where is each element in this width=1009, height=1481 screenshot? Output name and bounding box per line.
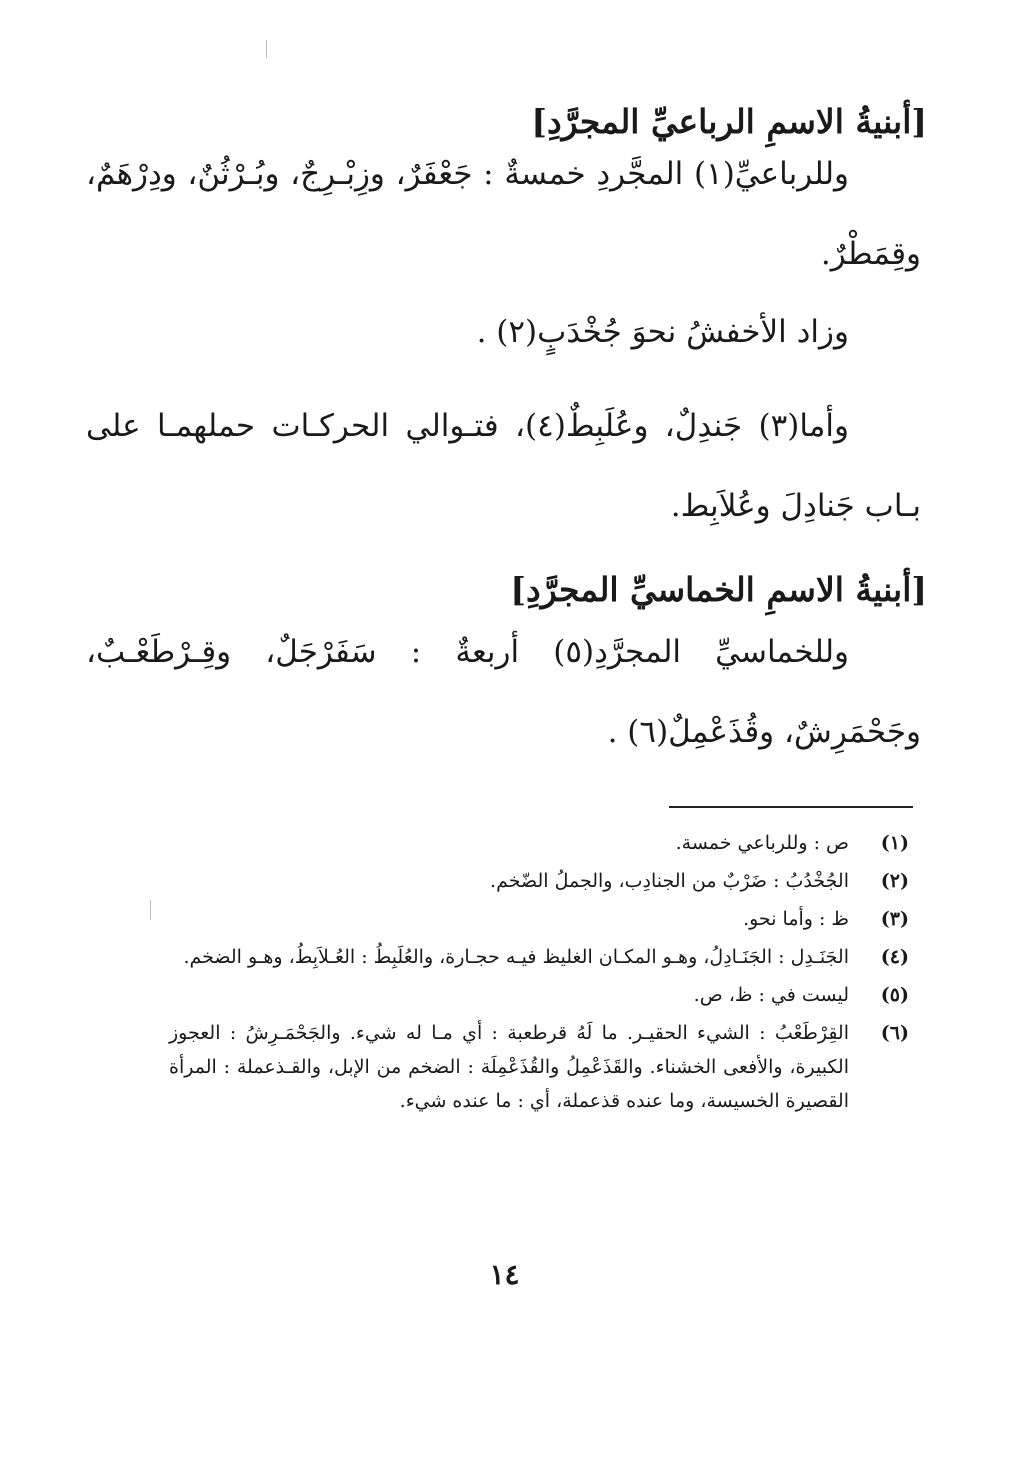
- footnote-text: ليست في : ظ، ص.: [693, 984, 849, 1006]
- footnote-1: [169, 826, 909, 860]
- section-heading-quadrilateral: [أبنيةُ الاسمِ الرباعيِّ المجرَّدِ]: [531, 102, 927, 141]
- footnote-2: [169, 864, 909, 898]
- footnote-number: (٦): [880, 1022, 909, 1044]
- section-heading-quinquiliteral: [أبنيةُ الاسمِ الخماسيِّ المجرَّدِ]: [510, 570, 927, 609]
- footnote-number: (٤): [880, 946, 909, 968]
- footnote-number: (٣): [880, 908, 909, 930]
- footnote-6: [169, 1016, 909, 1118]
- footnote-number: (٥): [880, 984, 909, 1006]
- paragraph-quinquiliteral-forms: وللخماسيِّ المجرَّدِ(٥) أربعةٌ : سَفَرْجَلٌ، وقِـرْطَعْـبٌ، وجَحْمَرِشٌ، وقُذَعْمِلٌ(٦) .: [86, 634, 921, 750]
- footnote-separator: [669, 806, 913, 808]
- paragraph-quadrilateral-forms: وللرباعيِّ(١) المجَّردِ خمسةٌ : جَعْفَرٌ، وزِبْـرِجٌ، وبُـرْثُنٌ، ودِرْهَمٌ، وقِمَطْرٌ.: [86, 156, 921, 272]
- footnote-number: (١): [880, 832, 909, 854]
- footnote-text: ظ : وأما نحو.: [743, 908, 849, 930]
- paragraph-akhfash-addition: وزاد الأخفشُ نحوَ جُخْدَبٍ(٢) .: [476, 314, 849, 350]
- footnote-text: الجَنَـدِل : الجَنَـادِلُ، وهـو المكـان الغليظ فيـه حجـارة، والعُلَبِطُ : العُـلاَبِطُ، وهـو الضخم.: [183, 946, 849, 968]
- paragraph-jandal-ulabit: وأما(٣) جَندِلٌ، وعُلَبِطٌ(٤)، فتـوالي الحركـات حملهمـا على بـاب جَنادِلَ وعُلاَبِط.: [86, 408, 921, 524]
- footnote-5: [169, 978, 909, 1012]
- footnote-text: ص : وللرباعي خمسة.: [675, 832, 849, 854]
- scan-mark: [266, 40, 267, 58]
- page-number: ١٤: [489, 1258, 520, 1291]
- footnotes: [169, 826, 909, 1122]
- footnote-4: [169, 940, 909, 974]
- footnote-text: الجُخْدُبُ : ضَرْبٌ من الجنادِب، والجملُ الضّخم.: [490, 870, 849, 892]
- footnote-3: [169, 902, 909, 936]
- scan-mark: [150, 900, 151, 920]
- footnote-number: (٢): [880, 870, 909, 892]
- footnote-text: القِرْطَعْبُ : الشيء الحقيـر. ما لَهُ قرطعبة : أي مـا له شيء. والجَحْمَـرِشُ : العجوز الكبيرة، والأفعى الخشناء. والقَذَعْمِلُ والقُذَعْمِلَة : الضخم من الإبل، والقـذعملة : المرأة القصيرة الخسيسة، وما عنده قذعملة، أي : ما عنده شيء.: [169, 1022, 849, 1112]
